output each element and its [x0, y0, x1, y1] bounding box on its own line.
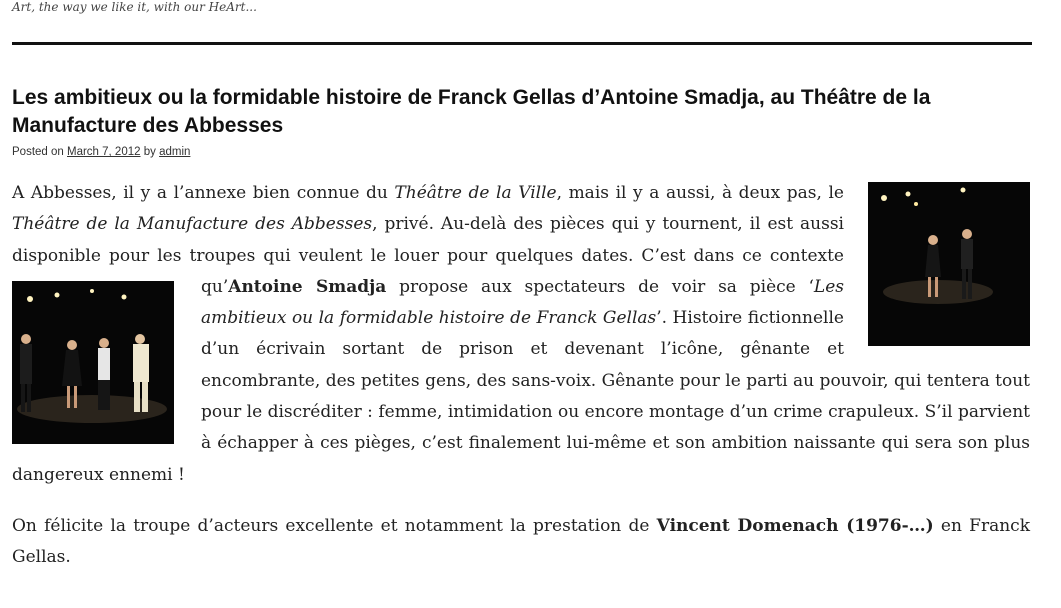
- author-name: Antoine Smadja: [228, 276, 387, 297]
- venue-ville: Théâtre de la Ville: [394, 183, 557, 203]
- post-content: [12, 178, 1030, 594]
- header-divider: [12, 42, 1032, 45]
- post-title: Les ambitieux ou la formidable histoire de Franck Gellas d’Antoine Smadja, au Théâtre de la Manufacture des Abbesses: [12, 86, 931, 137]
- paragraph-cast: On félicite la troupe d’acteurs excellente et notamment la prestation de Vincent Domenach (1976-…) en Franck Gellas.: [12, 515, 1030, 568]
- stage-photo-cast[interactable]: [12, 281, 174, 444]
- venue-manufacture: Théâtre de la Manufacture des Abbesses: [12, 214, 373, 235]
- posted-on-label: Posted on: [12, 146, 64, 158]
- play-title: Les ambitieux ou la formidable histoire de Franck Gellas: [201, 276, 844, 329]
- post-meta: [12, 146, 190, 158]
- actor-name: Vincent Domenach (1976-…): [656, 515, 934, 536]
- paragraph-intro: A Abbesses, il y a l’annexe bien connue du Théâtre de la Ville, mais il y a aussi, à deux pas, le Théâtre de la Manufacture des Abbesses, privé. Au-delà des pièces qui y tournent, il est aussi disponible pour les troupes qui veulent le louer pour quelques dates. C’est dans ce contexte qu’ Antoine Smadja propose aux spectateurs de voir sa pièce ‘Les ambitieux ou la formidable histoire de Franck Gellas’. Histoire fictionnelle d’un écrivain sortant de prison et devenant l’icône, gênante et encombrante, des petites gens, des sans-voix. Gênante pour le parti au pouvoir, qui tentera tout pour le discréditer : femme, intimidation ou encore montage d’un crime crapuleux. S’il parvient à échapper à ces pièges, c’est finalement lui-même et son ambition naissante qui sera son plus dangereux ennemi !: [12, 183, 1030, 485]
- stage-photo-duo[interactable]: [868, 182, 1030, 346]
- post-date-link[interactable]: March 7, 2012: [67, 146, 141, 158]
- author-link[interactable]: admin: [159, 146, 191, 158]
- by-label: by: [143, 146, 156, 158]
- site-tagline: Art, the way we like it, with our HeArt...: [12, 0, 257, 14]
